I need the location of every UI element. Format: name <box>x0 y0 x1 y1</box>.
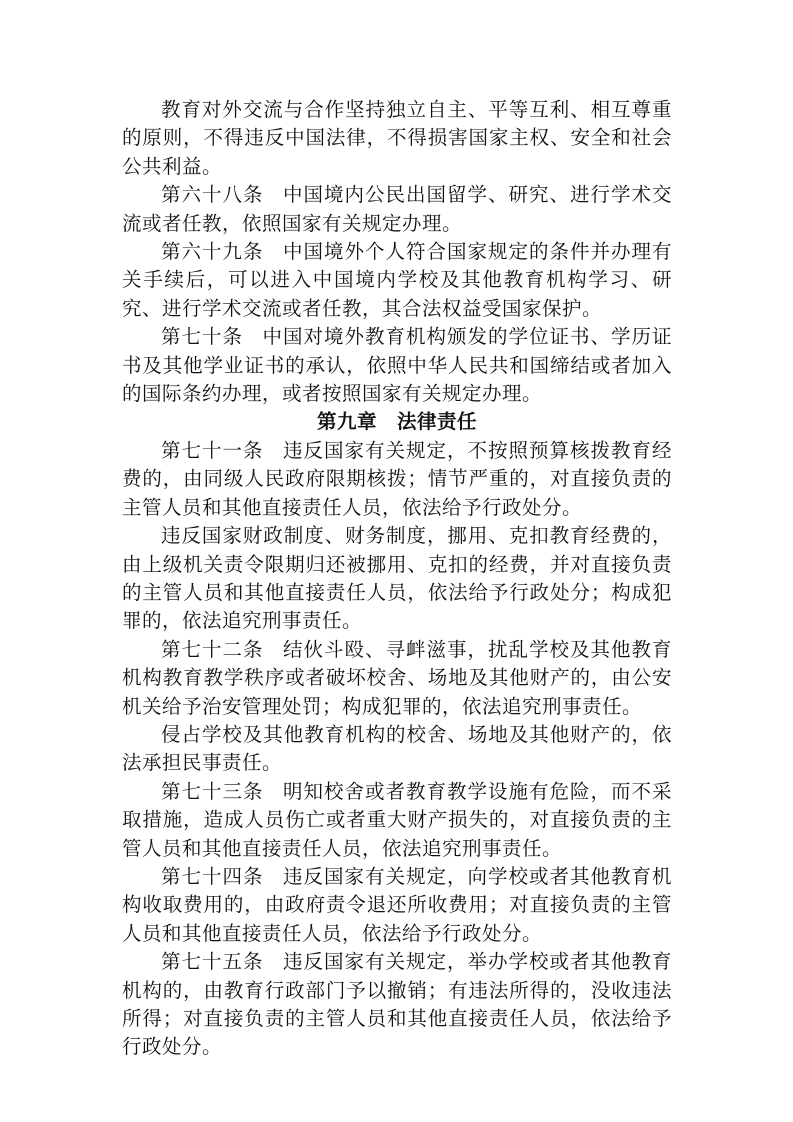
article-text: 违反国家有关规定，举办学校或者其他教育机构的，由教育行政部门予以撤销；有违法所得的，没收违法所得；对直接负责的主管人员和其他直接责任人员，依法给予行政处分。 <box>122 950 672 1059</box>
article-72-paragraph-2 <box>122 721 672 778</box>
article-75 <box>122 948 672 1062</box>
article-text: 明知校舍或者教育教学设施有危险，而不采取措施，造成人员伤亡或者重大财产损失的，对直接负责的主管人员和其他直接责任人员，依法追究刑事责任。 <box>122 779 672 860</box>
article-text: 中国境内公民出国留学、研究、进行学术交流或者任教，依照国家有关规定办理。 <box>122 183 672 235</box>
article-71-paragraph-2 <box>122 522 672 636</box>
paragraph-text: 教育对外交流与合作坚持独立自主、平等互利、相互尊重的原则，不得违反中国法律，不得损害国家主权、安全和社会公共利益。 <box>122 98 672 178</box>
article-number: 第六十九条 <box>161 240 264 264</box>
article-text: 违反国家有关规定，不按照预算核拨教育经费的，由同级人民政府限期核拨；情节严重的，对直接负责的主管人员和其他直接责任人员，依法给予行政处分。 <box>122 438 672 519</box>
article-69 <box>122 238 672 323</box>
article-number: 第七十条 <box>161 325 243 349</box>
article-68 <box>122 181 672 238</box>
article-text: 中国对境外教育机构颁发的学位证书、学历证书及其他学业证书的承认，依照中华人民共和国缔结或者加入的国际条约办理，或者按照国家有关规定办理。 <box>122 325 672 406</box>
article-text: 违反国家有关规定，向学校或者其他教育机构收取费用的，由政府责令退还所收费用；对直接负责的主管人员和其他直接责任人员，依法给予行政处分。 <box>122 864 672 945</box>
article-number: 第七十一条 <box>161 438 264 462</box>
article-72 <box>122 636 672 721</box>
article-71 <box>122 437 672 522</box>
paragraph-text: 违反国家财政制度、财务制度，挪用、克扣教育经费的，由上级机关责令限期归还被挪用、克扣的经费，并对直接负责的主管人员和其他直接责任人员，依法给予行政处分；构成犯罪的，依法追究刑事责任。 <box>122 524 672 633</box>
article-70 <box>122 323 672 408</box>
article-text: 结伙斗殴、寻衅滋事，扰乱学校及其他教育机构教育教学秩序或者破坏校舍、场地及其他财产的，由公安机关给予治安管理处罚；构成犯罪的，依法追究刑事责任。 <box>122 637 672 718</box>
document-page <box>122 96 672 1062</box>
article-number: 第七十三条 <box>161 779 264 803</box>
chapter-heading: 第九章 法律责任 <box>316 410 477 434</box>
article-74 <box>122 863 672 948</box>
article-number: 第七十二条 <box>161 637 264 661</box>
paragraph-text: 侵占学校及其他教育机构的校舍、场地及其他财产的，依法承担民事责任。 <box>122 722 672 775</box>
article-number: 第七十五条 <box>161 950 264 974</box>
article-73 <box>122 778 672 863</box>
article-text: 中国境外个人符合国家规定的条件并办理有关手续后，可以进入中国境内学校及其他教育机构学习、研究、进行学术交流或者任教，其合法权益受国家保护。 <box>122 240 672 320</box>
article-number: 第七十四条 <box>161 864 264 888</box>
paragraph-principle <box>122 96 672 181</box>
article-number: 第六十八条 <box>161 183 264 207</box>
